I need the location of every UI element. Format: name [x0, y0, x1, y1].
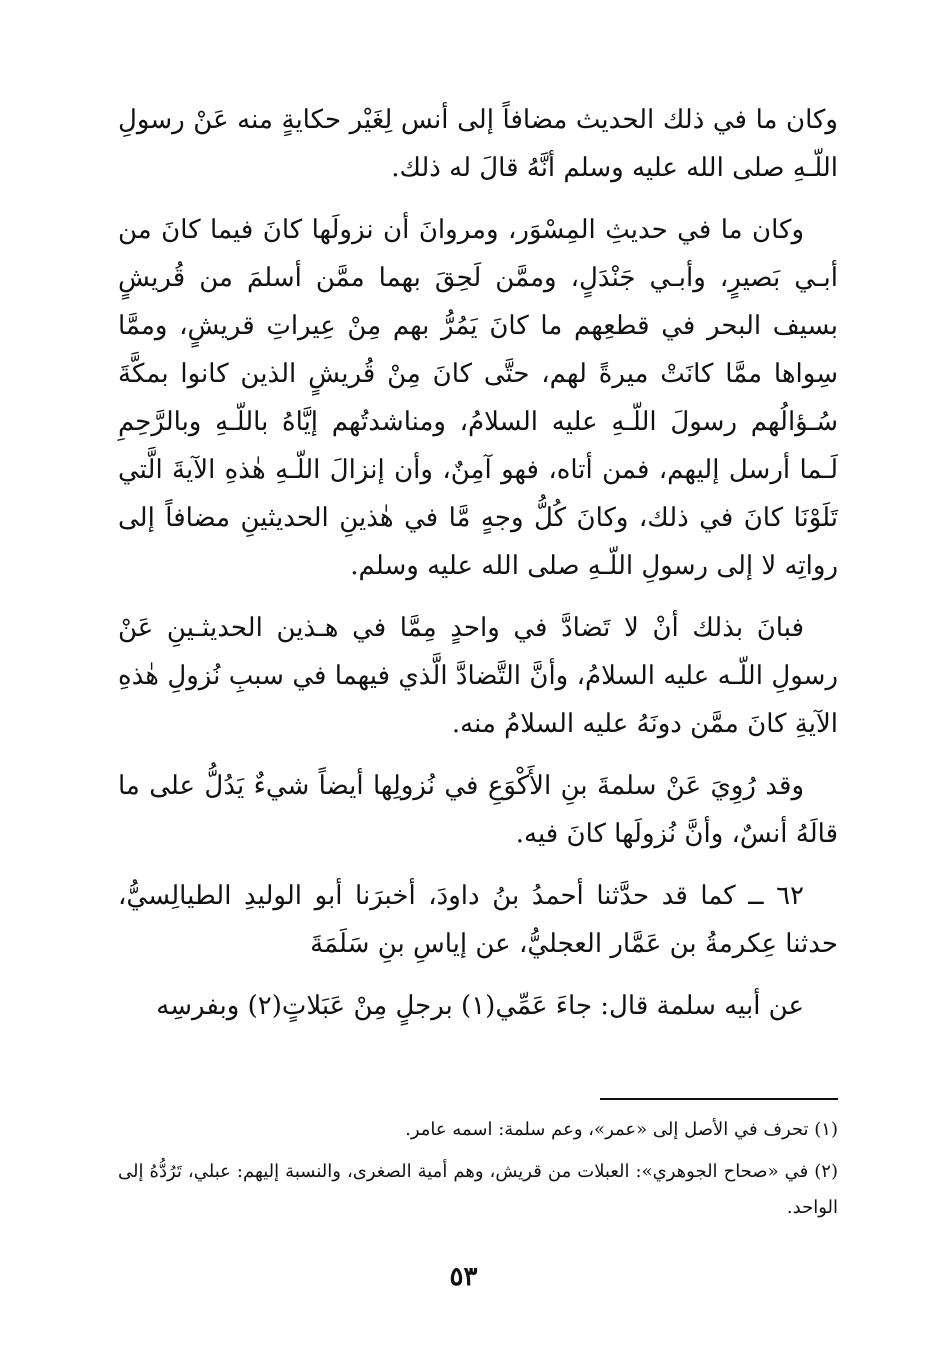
paragraph-3: فبانَ بذلك أنْ لا تَضادَّ في واحدٍ مِمَّا في هـذين الحديثـينِ عَنْ رسولِ اللّـه عليه السلامُ، وأنَّ التَّضادَّ الَّذي فيهما في سببِ نُزولِ هٰذهِ الآيةِ كانَ ممَّن دونَهُ عليه السلامُ منه.: [118, 613, 838, 739]
main-text: [118, 96, 838, 1044]
footnote-divider: [600, 1098, 838, 1100]
paragraph-6: عن أبيه سلمة قال: جاءَ عَمِّي(١) برجلٍ مِنْ عَبَلاتٍ(٢) وبفرسِه: [156, 991, 804, 1021]
paragraph-2: وكان ما في حديثِ المِسْوَر، ومروانَ أن نزولَها كانَ فيما كانَ من أبـي بَصيرٍ، وأبـي جَنْدَلٍ، وممَّن لَحِقَ بهما ممَّن أسلمَ من قُريشٍ بسيف البحر في قطعِهم ما كانَ يَمُرُّ بهم مِنْ عِيراتِ قريشٍ، وممَّا سِواها ممَّا كانَتْ ميرةً لهم، حتَّى كانَ مِنْ قُريشٍ الذين كانوا بمكَّةَ سُـؤالُهم رسولَ اللّـهِ عليه السلامُ، ومناشدتُهم إيَّاهُ باللّـهِ وبالرَّحِمِ لَـما أرسل إليهم، فمن أتاه، فهو آمِنٌ، وأن إنزالَ اللّـهِ هٰذهِ الآيةَ الَّتي تَلَوْنَا كانَ في ذلك، وكانَ كُلُّ وجهٍ مَّا في هٰذينِ الحديثينِ مضافاً إلى رواتِه لا إلى رسولِ اللّـهِ صلى الله عليه وسلم.: [118, 215, 838, 581]
footnote-1: (١) تحرف في الأصل إلى «عمر»، وعم سلمة: اسمه عامر.: [405, 1119, 838, 1140]
paragraph-5-hadith-62: ٦٢ ــ كما قد حدَّثنا أحمدُ بنُ داودَ، أخبرَنا أبو الوليدِ الطيالِسيُّ، حدثنا عِكرمةُ بن عَمَّار العجليُّ، عن إياسِ بنِ سَلَمَةَ: [118, 881, 838, 959]
paragraph-1: وكان ما في ذلك الحديث مضافاً إلى أنس لِغَيْر حكايةٍ منه عَنْ رسولِ اللّـهِ صلى الله عليه وسلم أنَّهُ قالَ له ذلك.: [118, 105, 838, 183]
footnotes: [118, 1112, 838, 1232]
paragraph-4: وقد رُوِيَ عَنْ سلمةَ بنِ الأَكْوَعِ في نُزولِها أيضاً شيءٌ يَدُلُّ على ما قالَهُ أنسٌ، وأنَّ نُزولَها كانَ فيه.: [118, 771, 838, 849]
page-number: ٥٣: [449, 1262, 478, 1292]
footnote-2: (٢) في «صحاح الجوهري»: العبلات من قريش، وهم أمية الصغرى، والنسبة إليهم: عبلي، تَرُدُّهُ إلى الواحد.: [118, 1161, 838, 1218]
